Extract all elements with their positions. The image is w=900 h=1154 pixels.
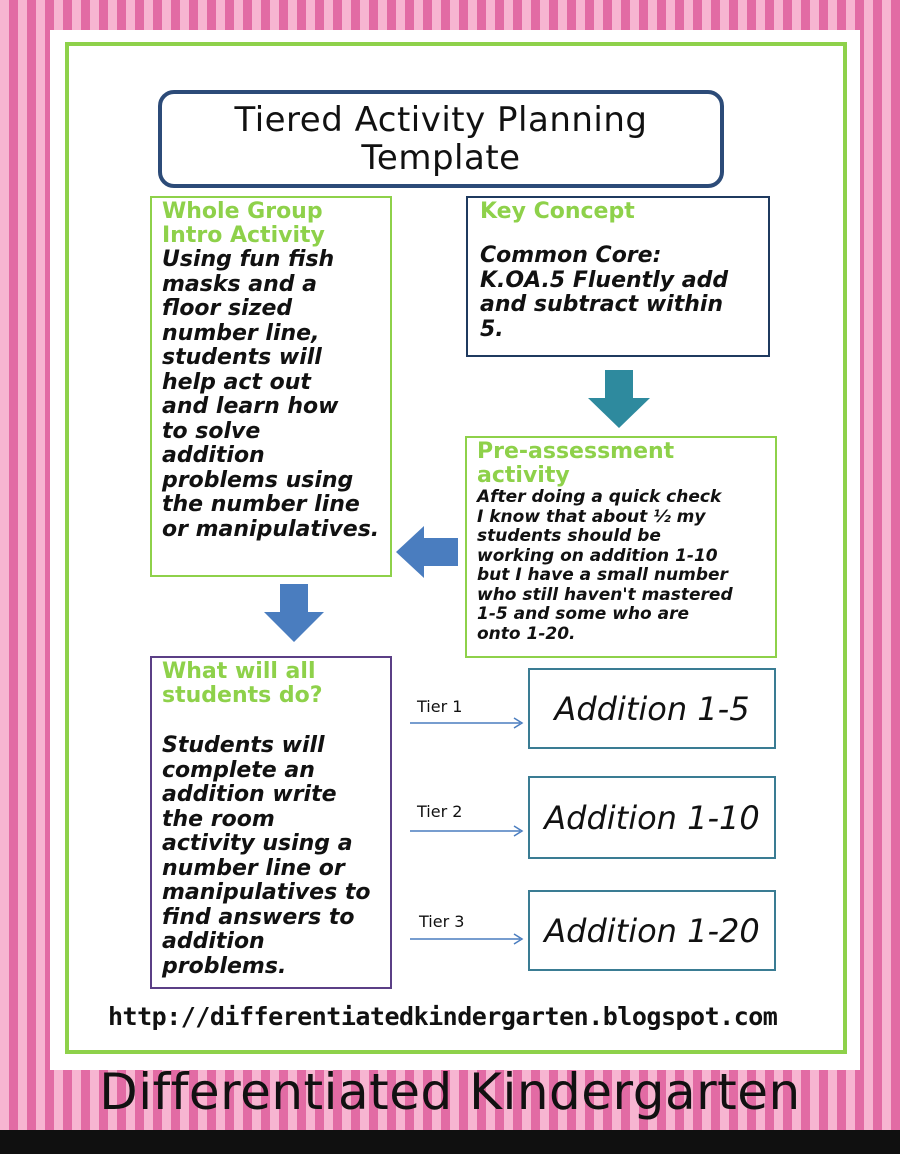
body-line: and subtract within	[480, 292, 724, 317]
title-box	[158, 90, 724, 188]
key-concept-heading: Key Concept	[480, 199, 635, 224]
body-line: to solve	[162, 418, 261, 444]
left-arrow-blue-icon	[396, 526, 458, 578]
tier-3-box: Addition 1-20	[528, 890, 776, 971]
all-students-box	[150, 656, 392, 989]
body-line: floor sized	[162, 296, 293, 321]
body-line: I know that about ½ my	[477, 506, 706, 527]
body-line: who still haven't mastered	[477, 584, 733, 605]
body-line: complete an	[162, 757, 315, 783]
whole-group-body	[162, 248, 380, 542]
body-line: masks and a	[162, 271, 318, 297]
tier-3-label: Tier 3	[419, 912, 465, 931]
body-line: students should be	[477, 526, 661, 546]
body-line: help act out	[162, 369, 311, 395]
body-line: K.OA.5 Fluently add	[480, 267, 729, 293]
body-line: the room	[162, 806, 275, 832]
tier-2-label: Tier 2	[417, 802, 463, 821]
body-line: problems using	[162, 467, 354, 493]
key-concept-body	[480, 244, 756, 342]
tier-2-arrow-icon	[410, 825, 526, 837]
title-line-2: Template	[361, 138, 521, 178]
body-line: addition	[162, 443, 265, 468]
body-line: but I have a small number	[477, 565, 728, 585]
body-line: addition	[162, 929, 265, 954]
body-line: and learn how	[162, 394, 339, 419]
pre-assessment-box	[465, 436, 777, 658]
body-line: Common Core:	[480, 243, 662, 268]
body-line: addition write	[162, 782, 337, 807]
key-concept-box	[466, 196, 770, 357]
body-line: number line,	[162, 320, 320, 346]
whole-group-heading-2: Intro Activity	[162, 223, 325, 248]
body-line: working on addition 1-10	[477, 545, 718, 566]
bottom-bar	[0, 1130, 900, 1154]
down-arrow-blue-icon	[264, 584, 324, 642]
all-students-heading-2: students do?	[162, 683, 323, 708]
body-line: onto 1-20.	[477, 623, 576, 644]
body-line: students will	[162, 345, 322, 370]
body-line: number line or	[162, 855, 345, 881]
blog-url: http://differentiatedkindergarten.blogspot.com	[108, 1002, 778, 1031]
body-line: problems.	[162, 953, 287, 979]
tier-1-box: Addition 1-5	[528, 668, 776, 749]
pre-assessment-heading-1: Pre-assessment	[477, 439, 675, 464]
body-line: 1-5 and some who are	[477, 604, 690, 624]
tier-1-arrow-icon	[410, 717, 526, 729]
pre-assessment-body	[477, 488, 765, 644]
body-line: or manipulatives.	[162, 516, 380, 542]
body-line: find answers to	[162, 904, 355, 930]
body-line: Using fun fish	[162, 247, 335, 272]
pre-assessment-heading-2: activity	[477, 463, 570, 488]
body-line: After doing a quick check	[477, 487, 722, 507]
tier-2-box: Addition 1-10	[528, 776, 776, 859]
body-line: activity using a	[162, 831, 353, 856]
body-line: 5.	[480, 316, 504, 342]
all-students-body	[162, 734, 380, 979]
body-line: Students will	[162, 733, 325, 758]
tier-3-arrow-icon	[410, 933, 526, 945]
title-line-1: Tiered Activity Planning	[234, 100, 648, 140]
all-students-heading-1: What will all	[162, 659, 316, 684]
whole-group-box	[150, 196, 392, 577]
tier-1-label: Tier 1	[417, 697, 463, 716]
whole-group-heading-1: Whole Group	[162, 199, 323, 224]
body-line: manipulatives to	[162, 880, 371, 905]
down-arrow-teal-icon	[588, 370, 650, 428]
body-line: the number line	[162, 492, 360, 517]
brand-title: Differentiated Kindergarten	[99, 1063, 801, 1121]
